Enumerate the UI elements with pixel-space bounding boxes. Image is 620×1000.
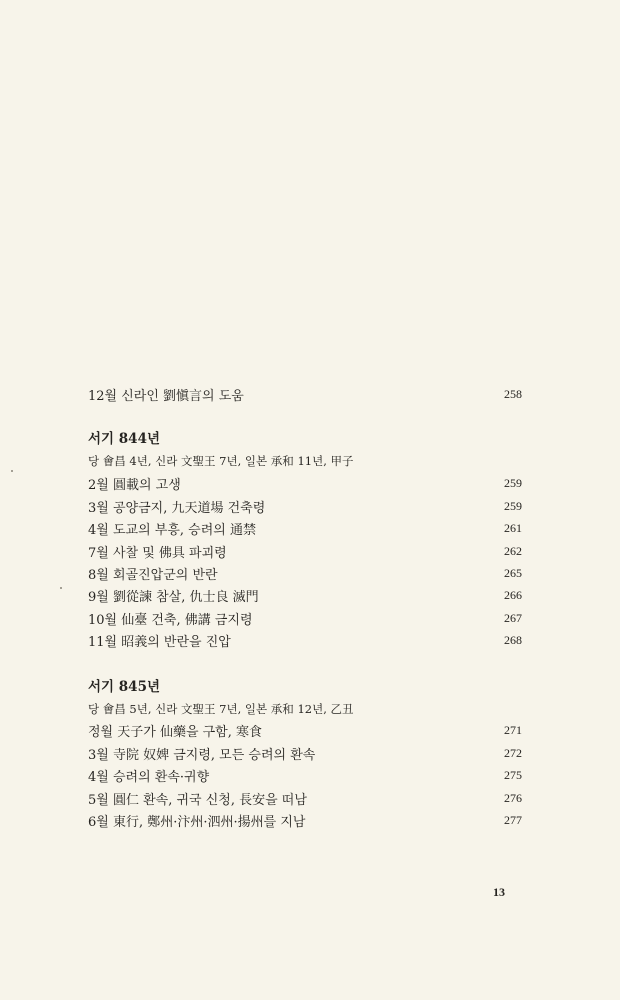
toc-entry: [88, 764, 522, 786]
toc-entry-label: 2월 圓載의 고생: [88, 477, 181, 493]
toc-entry-page: 268: [504, 632, 522, 647]
section-subtitle: 당 會昌 5년, 신라 文聖王 7년, 일본 承和 12년, 乙丑: [88, 702, 354, 716]
toc-entry: [88, 607, 522, 629]
toc-entry: [88, 809, 522, 831]
toc-entry-label: 5월 圓仁 환속, 귀국 신청, 長安을 떠남: [88, 792, 307, 808]
toc-entry-page: 259: [504, 475, 522, 490]
toc-entry: [88, 540, 522, 562]
section-subtitle: 당 會昌 4년, 신라 文聖王 7년, 일본 承和 11년, 甲子: [88, 454, 354, 468]
toc-entry-page: 262: [504, 543, 522, 558]
toc-entry-label: 7월 사찰 및 佛具 파괴령: [88, 545, 227, 561]
toc-entry-page: 258: [504, 386, 522, 401]
toc-entry-label: 6월 東行, 鄭州·汴州·泗州·揚州를 지남: [88, 814, 306, 830]
toc-entry-page: 259: [504, 498, 522, 513]
toc-entry-label: 8월 회골진압군의 반란: [88, 567, 218, 583]
section-heading: 서기 844년: [88, 431, 161, 447]
page-number: 13: [493, 885, 505, 899]
toc-entry-label: 4월 승려의 환속·귀향: [88, 769, 210, 785]
toc-entry: [88, 629, 522, 651]
toc-entry: [88, 719, 522, 741]
toc-entry-label: 10월 仙臺 건축, 佛講 금지령: [88, 612, 253, 628]
toc-entry-page: 271: [504, 722, 522, 737]
toc-entry-page: 266: [504, 587, 522, 602]
scan-speck: [60, 587, 62, 589]
toc-entry: [88, 584, 522, 606]
toc-entry: [88, 472, 522, 494]
toc-entry-page: 277: [504, 812, 522, 827]
toc-entry: [88, 517, 522, 539]
section-heading: 서기 845년: [88, 679, 161, 695]
toc-entry: [88, 787, 522, 809]
toc-entry-label: 11월 昭義의 반란을 진압: [88, 634, 231, 650]
toc-entry-label: 9월 劉從諫 참살, 仇士良 滅門: [88, 589, 259, 605]
toc-entry-page: 265: [504, 565, 522, 580]
toc-entry: [88, 562, 522, 584]
toc-entry-label: 3월 공양금지, 九天道場 건축령: [88, 500, 266, 516]
scan-speck: [11, 470, 13, 472]
toc-entry-page: 276: [504, 790, 522, 805]
toc-entry-label: 정월 天子가 仙藥을 구함, 寒食: [88, 724, 263, 740]
toc-entry: [88, 495, 522, 517]
toc-entry-page: 261: [504, 520, 522, 535]
toc-entry: [88, 383, 522, 405]
toc-entry-label: 12월 신라인 劉愼言의 도움: [88, 388, 244, 404]
toc-entry-page: 272: [504, 745, 522, 760]
toc-entry-page: 267: [504, 610, 522, 625]
toc-entry-label: 3월 寺院 奴婢 금지령, 모든 승려의 환속: [88, 747, 316, 763]
toc-entry-page: 275: [504, 767, 522, 782]
toc-entry-label: 4월 도교의 부흥, 승려의 通禁: [88, 522, 256, 538]
toc-entry: [88, 742, 522, 764]
